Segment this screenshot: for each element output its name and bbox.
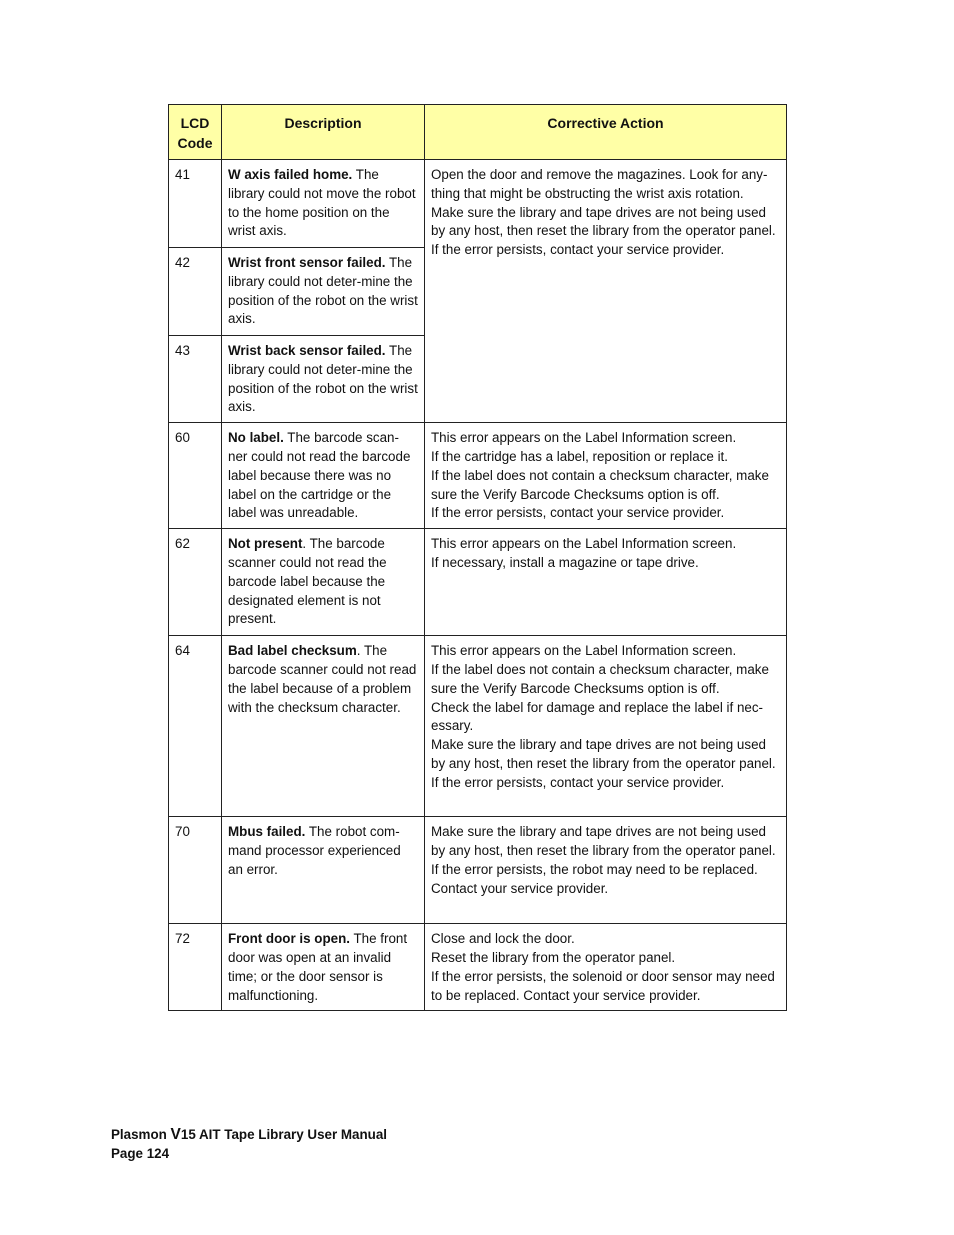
code-cell: 72 bbox=[169, 924, 222, 1011]
action-line: If necessary, install a magazine or tape drive. bbox=[431, 554, 699, 570]
action-line: Close and lock the door. bbox=[431, 931, 575, 947]
description-text: . The barcode scanner could not read the barcode label because the designated element is not present. bbox=[228, 536, 387, 627]
action-line: Open the door and remove the magazines. Look for any-thing that might be obstructing the wrist axis rotation. bbox=[431, 167, 768, 201]
action-cell bbox=[425, 160, 787, 423]
description-title: Front door is open. bbox=[228, 931, 350, 947]
action-line: Make sure the library and tape drives are not being used by any host, then reset the library from the operator panel. bbox=[431, 737, 776, 771]
code-cell: 70 bbox=[169, 817, 222, 924]
action-line: If the error persists, the solenoid or door sensor may need to be replaced. Contact your service provider. bbox=[431, 968, 775, 1003]
description-cell bbox=[222, 336, 425, 423]
brand-name: Plasmon bbox=[111, 1127, 171, 1142]
action-line: Check the label for damage and replace the label if nec-essary. bbox=[431, 699, 763, 734]
description-title: W axis failed home. bbox=[228, 167, 353, 182]
table-row bbox=[169, 817, 787, 924]
table-row bbox=[169, 529, 787, 636]
description-title: Bad label checksum bbox=[228, 643, 357, 659]
manual-title bbox=[111, 1125, 387, 1144]
action-line: If the error persists, contact your service provider. bbox=[431, 505, 725, 521]
action-line: If the error persists, contact your service provider. bbox=[431, 242, 725, 258]
description-cell bbox=[222, 248, 425, 336]
action-line: This error appears on the Label Information screen. bbox=[431, 643, 737, 659]
table-row bbox=[169, 160, 787, 248]
description-cell bbox=[222, 924, 425, 1011]
description-title: Not present bbox=[228, 536, 303, 552]
description-cell bbox=[222, 423, 425, 529]
action-line: If the error persists, the robot may need to be replaced. Contact your service provider. bbox=[431, 861, 758, 896]
description-text: The library could not deter-mine the position of the robot on the wrist axis. bbox=[228, 255, 418, 327]
description-text: The front door was open at an invalid time; or the door sensor is malfunctioning. bbox=[228, 931, 408, 1003]
action-cell bbox=[425, 817, 787, 924]
action-line: Reset the library from the operator panel. bbox=[431, 949, 676, 965]
description-text: The robot com-mand processor experienced an error. bbox=[228, 824, 401, 877]
description-title: Wrist back sensor failed. bbox=[228, 343, 386, 358]
brand-v: V bbox=[170, 1126, 181, 1143]
table-row bbox=[169, 423, 787, 529]
description-title: No label. bbox=[228, 430, 284, 446]
action-cell bbox=[425, 636, 787, 817]
description-cell bbox=[222, 529, 425, 636]
action-line: If the label does not contain a checksum character, make sure the Verify Barcode Checksums option is off. bbox=[431, 661, 769, 696]
action-line: If the cartridge has a label, reposition or replace it. bbox=[431, 448, 728, 464]
description-text: The library could not move the robot to the home position on the wrist axis. bbox=[228, 167, 416, 239]
action-line: If the label does not contain a checksum character, make sure the Verify Barcode Checksums option is off. bbox=[431, 467, 769, 502]
table-row bbox=[169, 636, 787, 817]
action-line: If the error persists, contact your service provider. bbox=[431, 774, 725, 790]
header-corrective-action: Corrective Action bbox=[425, 105, 787, 160]
header-description: Description bbox=[222, 105, 425, 160]
page-number: Page 124 bbox=[111, 1146, 170, 1161]
action-cell bbox=[425, 924, 787, 1011]
action-cell bbox=[425, 529, 787, 636]
manual-title-rest: 15 AIT Tape Library User Manual bbox=[180, 1127, 388, 1142]
description-title: Mbus failed. bbox=[228, 824, 306, 840]
description-cell bbox=[222, 636, 425, 817]
table-header-row bbox=[169, 105, 787, 160]
action-line: This error appears on the Label Information screen. bbox=[431, 430, 737, 446]
action-line: Make sure the library and tape drives are not being used by any host, then reset the library from the operator panel. bbox=[431, 204, 776, 239]
action-line: This error appears on the Label Information screen. bbox=[431, 536, 737, 552]
table-row bbox=[169, 924, 787, 1011]
description-text: . The barcode scanner could not read the label because of a problem with the checksum character. bbox=[228, 643, 417, 715]
error-code-table bbox=[168, 104, 787, 1011]
action-line: Make sure the library and tape drives are not being used by any host, then reset the library from the operator panel. bbox=[431, 824, 776, 858]
description-text: The library could not deter-mine the position of the robot on the wrist axis. bbox=[228, 343, 418, 415]
page-footer bbox=[111, 1125, 387, 1163]
code-cell: 43 bbox=[169, 336, 222, 423]
code-cell: 64 bbox=[169, 636, 222, 817]
description-cell bbox=[222, 817, 425, 924]
description-cell bbox=[222, 160, 425, 248]
code-cell: 60 bbox=[169, 423, 222, 529]
header-lcd-code: LCD Code bbox=[169, 105, 222, 160]
description-title: Wrist front sensor failed. bbox=[228, 255, 386, 270]
action-cell bbox=[425, 423, 787, 529]
code-cell: 41 bbox=[169, 160, 222, 248]
code-cell: 62 bbox=[169, 529, 222, 636]
description-text: The barcode scan-ner could not read the barcode label because there was no label on the cartridge or the label was unreadable. bbox=[228, 430, 411, 521]
code-cell: 42 bbox=[169, 248, 222, 336]
